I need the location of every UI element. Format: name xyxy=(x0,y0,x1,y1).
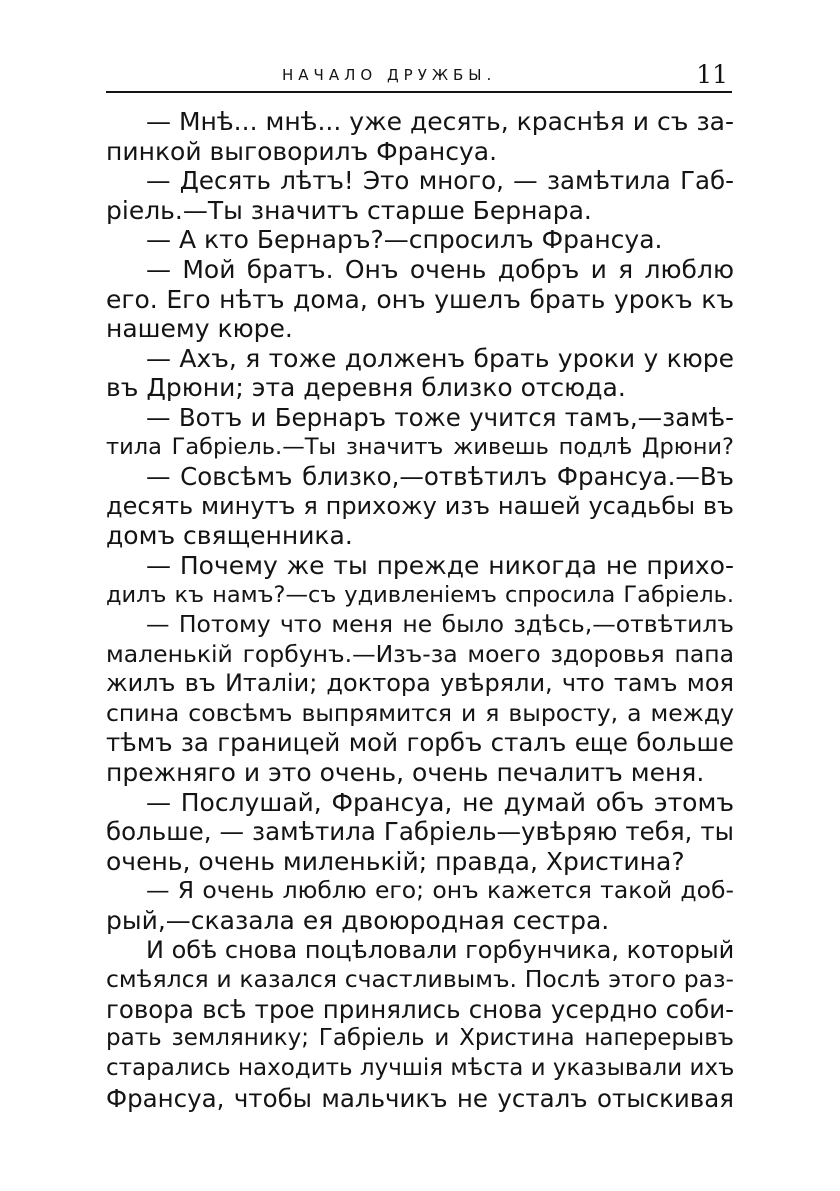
text-line: прежняго и это очень, очень печалитъ меня. xyxy=(106,758,705,788)
text-line: больше, — замѣтила Габріель—увѣряю тебя, ты xyxy=(106,817,734,847)
text-line: — Мнѣ... мнѣ... уже десять, краснѣя и съ за- xyxy=(146,107,734,136)
text-line: — А кто Бернаръ?—спросилъ Франсуа. xyxy=(146,225,663,255)
running-title: НАЧАЛО ДРУЖБЫ. xyxy=(282,66,497,84)
text-line: нашему кюре. xyxy=(106,314,293,344)
text-line: Франсуа, чтобы мальчикъ не усталъ отыскивая xyxy=(106,1083,734,1113)
text-line: — Мой братъ. Онъ очень добръ и я люблю xyxy=(146,254,734,284)
body-text xyxy=(106,107,734,1113)
text-line: спина совсѣмъ выпрямится и я выросту, а между xyxy=(106,698,734,727)
text-line: — Послушай, Франсуа, не думай объ этомъ xyxy=(146,787,734,817)
text-line: жилъ въ Италіи; доктора увѣряли, что тамъ моя xyxy=(106,669,734,698)
text-line: — Почему же ты прежде никогда не прихо- xyxy=(146,550,734,580)
text-line: пинкой выговорилъ Франсуа. xyxy=(106,136,498,166)
text-line: ріель.—Ты значитъ старше Бернара. xyxy=(106,195,592,225)
text-line: маленькій горбунъ.—Изъ-за моего здоровья папа xyxy=(106,639,734,668)
text-line: его. Его нѣтъ дома, онъ ушелъ брать урокъ къ xyxy=(106,284,734,314)
page-number: 11 xyxy=(696,60,728,89)
text-line: тѣмъ за границей мой горбъ сталъ еще больше xyxy=(106,728,734,758)
text-line: старались находить лучшія мѣста и указывали ихъ xyxy=(106,1055,734,1081)
text-line: десять минутъ я прихожу изъ нашей усадьбы въ xyxy=(106,491,734,520)
text-line: домъ священника. xyxy=(106,521,353,551)
text-line: — Совсѣмъ близко,—отвѣтилъ Франсуа.—Въ xyxy=(146,462,734,492)
text-line: рый,—сказала ея двоюродная сестра. xyxy=(106,906,610,936)
text-line: — Я очень люблю его; онъ кажется такой доб- xyxy=(146,876,734,905)
text-line: — Десять лѣтъ! Это много, — замѣтила Габ- xyxy=(146,166,734,196)
header-rule xyxy=(106,91,732,93)
text-line: — Потому что меня не было здѣсь,—отвѣтилъ xyxy=(146,610,734,639)
text-line: очень, очень миленькій; правда, Христина? xyxy=(106,846,685,876)
text-line: говора всѣ трое принялись снова усердно соби- xyxy=(106,994,734,1024)
text-line: смѣялся и казался счастливымъ. Послѣ этого раз- xyxy=(106,965,734,994)
text-line: И обѣ снова поцѣловали горбунчика, который xyxy=(146,935,734,964)
text-line: дилъ къ намъ?—съ удивленіемъ спросила Габріель. xyxy=(106,581,734,608)
text-line: — Вотъ и Бернаръ тоже учится тамъ,—замѣ- xyxy=(146,402,734,432)
text-line: въ Дрюни; эта деревня близко отсюда. xyxy=(106,373,626,403)
text-line: рать землянику; Габріель и Христина наперерывъ xyxy=(106,1025,734,1052)
text-line: тила Габріель.—Ты значитъ живешь подлѣ Дрюни? xyxy=(106,433,734,460)
text-line: — Ахъ, я тоже долженъ брать уроки у кюре xyxy=(146,343,734,373)
page-header xyxy=(106,60,732,94)
